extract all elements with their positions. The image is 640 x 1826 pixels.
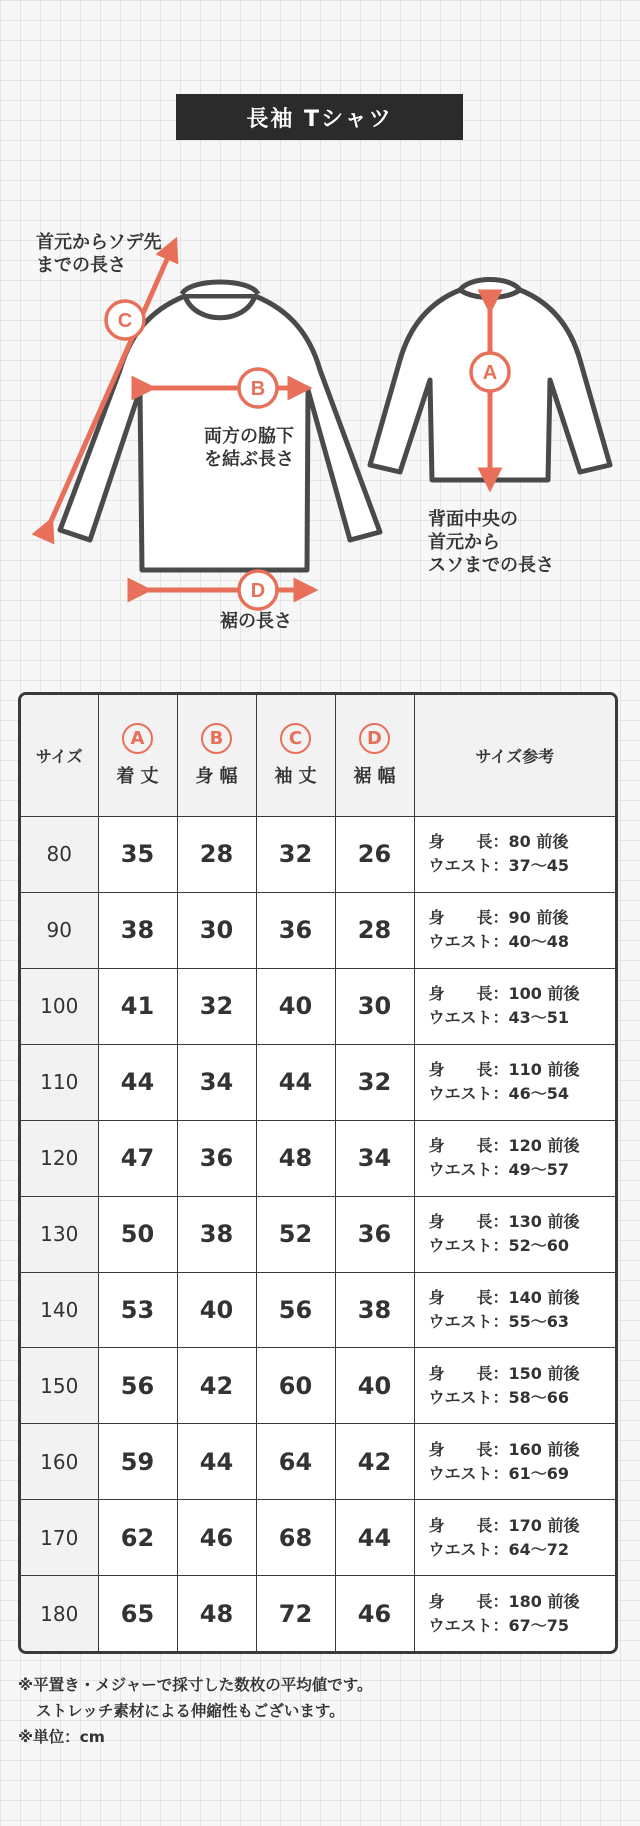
ref-cell [414,1044,615,1120]
c-cell: 32 [256,817,335,893]
table-row [21,1044,615,1120]
table-row [21,1348,615,1424]
d-cell: 28 [335,892,414,968]
size-cell: 180 [21,1576,98,1651]
d-cell: 44 [335,1500,414,1576]
header-c [256,695,335,817]
header-a-mark: A [122,723,153,754]
ref-waist: ウエスト：64～72 [428,1539,570,1559]
ref-waist: ウエスト：40～48 [428,932,570,952]
size-cell: 170 [21,1500,98,1576]
c-cell: 68 [256,1500,335,1576]
c-cell: 72 [256,1576,335,1651]
ref-waist: ウエスト：67～75 [428,1615,570,1635]
d-cell: 26 [335,817,414,893]
footnotes [18,1672,373,1750]
sleeve-label-line2: までの長さ [36,255,126,276]
a-cell: 65 [98,1576,177,1651]
b-cell: 46 [177,1500,256,1576]
size-cell: 130 [21,1196,98,1272]
ref-height: 身 長：170 前後 [428,1515,580,1535]
table-row [21,817,615,893]
b-cell: 32 [177,968,256,1044]
ref-waist: ウエスト：61～69 [428,1463,570,1483]
a-cell: 50 [98,1196,177,1272]
ref-cell [414,968,615,1044]
a-cell: 47 [98,1120,177,1196]
a-cell: 35 [98,817,177,893]
a-cell: 62 [98,1500,177,1576]
ref-height: 身 長：120 前後 [428,1136,580,1156]
marker-a-text: A [482,362,498,384]
table-row [21,1424,615,1500]
c-cell: 60 [256,1348,335,1424]
ref-height: 身 長：150 前後 [428,1363,580,1383]
size-cell: 160 [21,1424,98,1500]
b-cell: 44 [177,1424,256,1500]
d-cell: 34 [335,1120,414,1196]
size-cell: 140 [21,1272,98,1348]
size-cell: 80 [21,817,98,893]
size-table [18,692,618,1654]
b-cell: 48 [177,1576,256,1651]
chest-label [204,425,294,471]
header-c-mark: C [280,723,311,754]
header-b-mark: B [201,723,232,754]
a-cell: 59 [98,1424,177,1500]
b-cell: 40 [177,1272,256,1348]
ref-cell [414,1500,615,1576]
a-cell: 44 [98,1044,177,1120]
size-cell: 120 [21,1120,98,1196]
hem-label: 裾の長さ [220,611,292,632]
ref-cell [414,1348,615,1424]
ref-cell [414,1120,615,1196]
measurement-diagram [0,150,640,650]
chest-label-line1: 両方の脇下 [204,426,294,447]
marker-c [106,301,144,339]
header-c-label: 袖丈 [274,766,323,787]
ref-cell [414,1576,615,1651]
d-cell: 42 [335,1424,414,1500]
b-cell: 36 [177,1120,256,1196]
a-cell: 53 [98,1272,177,1348]
ref-height: 身 長：100 前後 [428,984,580,1004]
c-cell: 56 [256,1272,335,1348]
b-cell: 30 [177,892,256,968]
c-cell: 44 [256,1044,335,1120]
table-row [21,1576,615,1651]
c-cell: 40 [256,968,335,1044]
c-cell: 48 [256,1120,335,1196]
back-label-line2: 首元から [428,532,500,553]
marker-c-text: C [117,310,133,332]
ref-cell [414,1196,615,1272]
marker-b-text: B [250,378,266,400]
c-cell: 52 [256,1196,335,1272]
ref-cell [414,1272,615,1348]
a-cell: 56 [98,1348,177,1424]
size-cell: 100 [21,968,98,1044]
ref-height: 身 長：180 前後 [428,1591,580,1611]
b-cell: 38 [177,1196,256,1272]
ref-height: 身 長：160 前後 [428,1439,580,1459]
table-row [21,1120,615,1196]
ref-height: 身 長：80 前後 [428,832,569,852]
d-cell: 36 [335,1196,414,1272]
ref-waist: ウエスト：55～63 [428,1311,570,1331]
table-row [21,1272,615,1348]
marker-d-text: D [250,580,266,602]
header-a [98,695,177,817]
back-label [428,508,554,577]
marker-d [239,571,277,609]
ref-waist: ウエスト：43～51 [428,1008,570,1028]
ref-height: 身 長：130 前後 [428,1212,580,1232]
ref-cell [414,892,615,968]
back-label-line3: スソまでの長さ [428,555,554,576]
marker-b [239,369,277,407]
d-cell: 46 [335,1576,414,1651]
b-cell: 42 [177,1348,256,1424]
ref-cell [414,817,615,893]
size-cell: 90 [21,892,98,968]
note-unit: ※単位：cm [18,1728,105,1746]
size-cell: 150 [21,1348,98,1424]
ref-height: 身 長：110 前後 [428,1060,580,1080]
sleeve-label [36,231,162,277]
back-label-line1: 背面中央の [428,509,518,530]
header-a-label: 着丈 [116,766,165,787]
chest-label-line2: を結ぶ長さ [204,449,294,470]
page-title: 長袖 Tシャツ [176,94,463,140]
c-cell: 64 [256,1424,335,1500]
header-d-mark: D [359,723,390,754]
header-d [335,695,414,817]
header-ref: サイズ参考 [414,695,615,817]
c-cell: 36 [256,892,335,968]
header-size: サイズ [21,695,98,817]
b-cell: 34 [177,1044,256,1120]
ref-height: 身 長：90 前後 [428,908,569,928]
header-b [177,695,256,817]
table-row [21,968,615,1044]
table-row [21,892,615,968]
d-cell: 40 [335,1348,414,1424]
ref-waist: ウエスト：49～57 [428,1160,570,1180]
d-cell: 30 [335,968,414,1044]
table-row [21,1500,615,1576]
ref-height: 身 長：140 前後 [428,1287,580,1307]
ref-waist: ウエスト：58～66 [428,1387,570,1407]
ref-waist: ウエスト：37～45 [428,856,570,876]
a-cell: 38 [98,892,177,968]
header-d-label: 裾幅 [353,766,402,787]
note-stretch: ストレッチ素材による伸縮性もございます。 [36,1702,345,1720]
d-cell: 38 [335,1272,414,1348]
ref-waist: ウエスト：52～60 [428,1236,570,1256]
table-row [21,1196,615,1272]
sleeve-label-line1: 首元からソデ先 [36,232,162,253]
note-measurement: ※平置き・メジャーで採寸した数枚の平均値です。 [18,1676,373,1694]
ref-waist: ウエスト：46～54 [428,1084,570,1104]
a-cell: 41 [98,968,177,1044]
ref-cell [414,1424,615,1500]
d-cell: 32 [335,1044,414,1120]
marker-a [471,353,509,391]
b-cell: 28 [177,817,256,893]
header-b-label: 身幅 [195,766,244,787]
size-cell: 110 [21,1044,98,1120]
table-header-row [21,695,615,817]
